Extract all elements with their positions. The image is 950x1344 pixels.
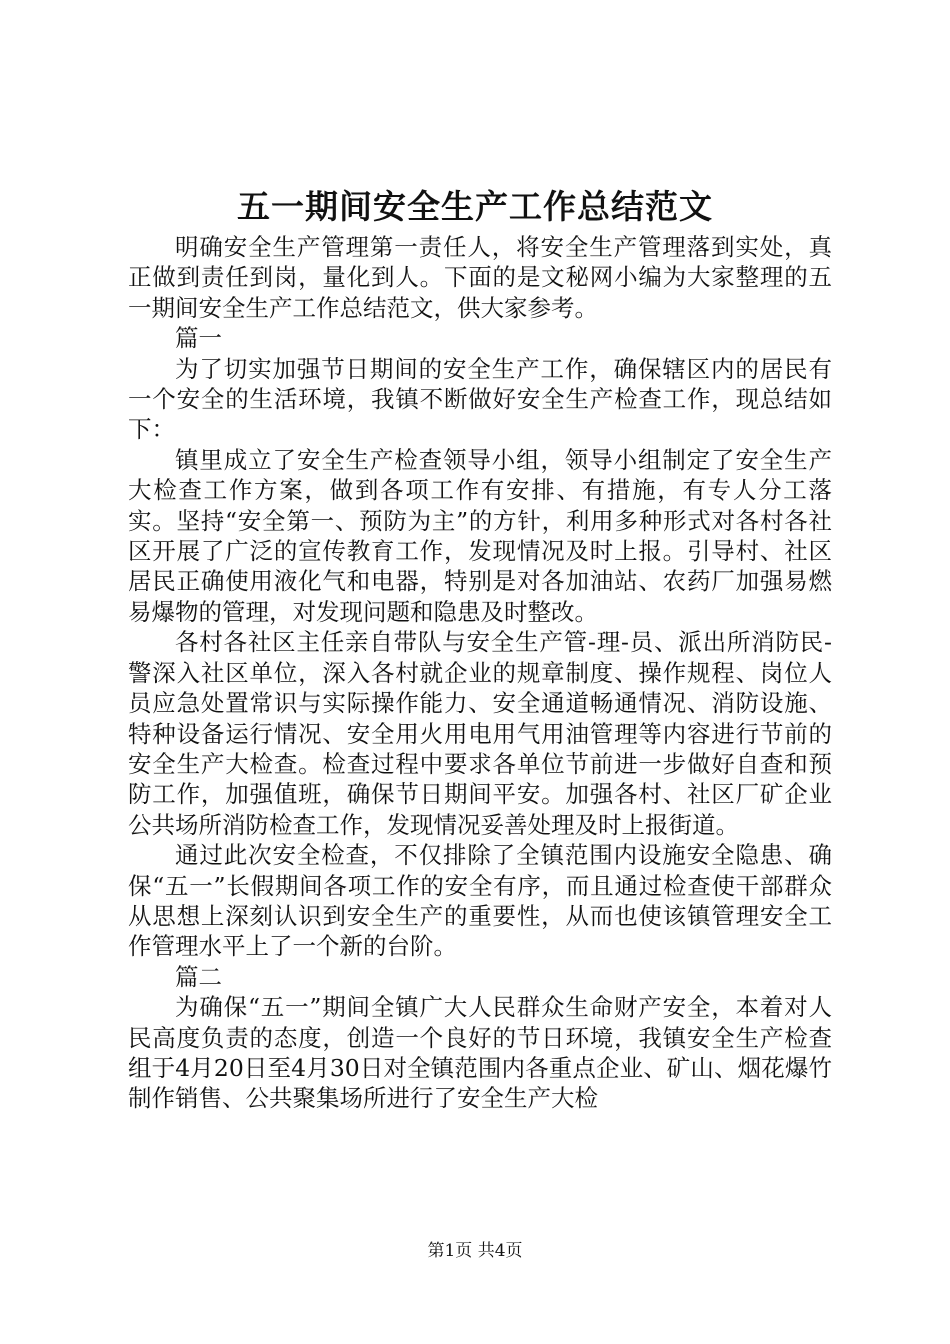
body-paragraph: 镇里成立了安全生产检查领导小组，领导小组制定了安全生产大检查工作方案，做到各项工作有安排、有措施，有专人分工落实。坚持“安全第一、预防为主”的方针，利用多种形式对各村各社区开展了广泛的宣传教育工作，发现情况及时上报。引导村、社区居民正确使用液化气和电器，特别是对各加油站、农药厂加强易燃易爆物的管理，对发现问题和隐患及时整改。 xyxy=(128,445,832,626)
document-title: 五一期间安全生产工作总结范文 xyxy=(237,187,713,226)
body-paragraph: 通过此次安全检查，不仅排除了全镇范围内设施安全隐患、确保“五一”长假期间各项工作的安全有序，而且通过检查使干部群众从思想上深刻认识到安全生产的重要性，从而也使该镇管理安全工作管理水平上了一个新的台阶。 xyxy=(128,841,832,961)
document-body xyxy=(128,232,832,1114)
page-number: 第1页 共4页 xyxy=(427,1241,523,1261)
section-heading-2: 篇二 xyxy=(175,962,222,991)
body-paragraph: 为确保“五一”期间全镇广大人民群众生命财产安全，本着对人民高度负责的态度，创造一个良好的节日环境，我镇安全生产检查组于4月20日至4月30日对全镇范围内各重点企业、矿山、烟花爆竹制作销售、公共聚集场所进行了安全生产大检 xyxy=(128,993,832,1113)
intro-paragraph: 明确安全生产管理第一责任人，将安全生产管理落到实处，真正做到责任到岗，量化到人。下面的是文秘网小编为大家整理的五一期间安全生产工作总结范文，供大家参考。 xyxy=(128,233,832,322)
body-paragraph: 为了切实加强节日期间的安全生产工作，确保辖区内的居民有一个安全的生活环境，我镇不断做好安全生产检查工作，现总结如下： xyxy=(128,354,832,444)
section-heading-1: 篇一 xyxy=(175,324,222,353)
body-paragraph: 各村各社区主任亲自带队与安全生产管-理-员、派出所消防民-警深入社区单位，深入各村就企业的规章制度、操作规程、岗位人员应急处置常识与实际操作能力、安全通道畅通情况、消防设施、特种设备运行情况、安全用火用电用气用油管理等内容进行节前的安全生产大检查。检查过程中要求各单位节前进一步做好自查和预防工作，加强值班，确保节日期间平安。加强各村、社区厂矿企业公共场所消防检查工作，发现情况妥善处理及时上报街道。 xyxy=(128,628,832,839)
